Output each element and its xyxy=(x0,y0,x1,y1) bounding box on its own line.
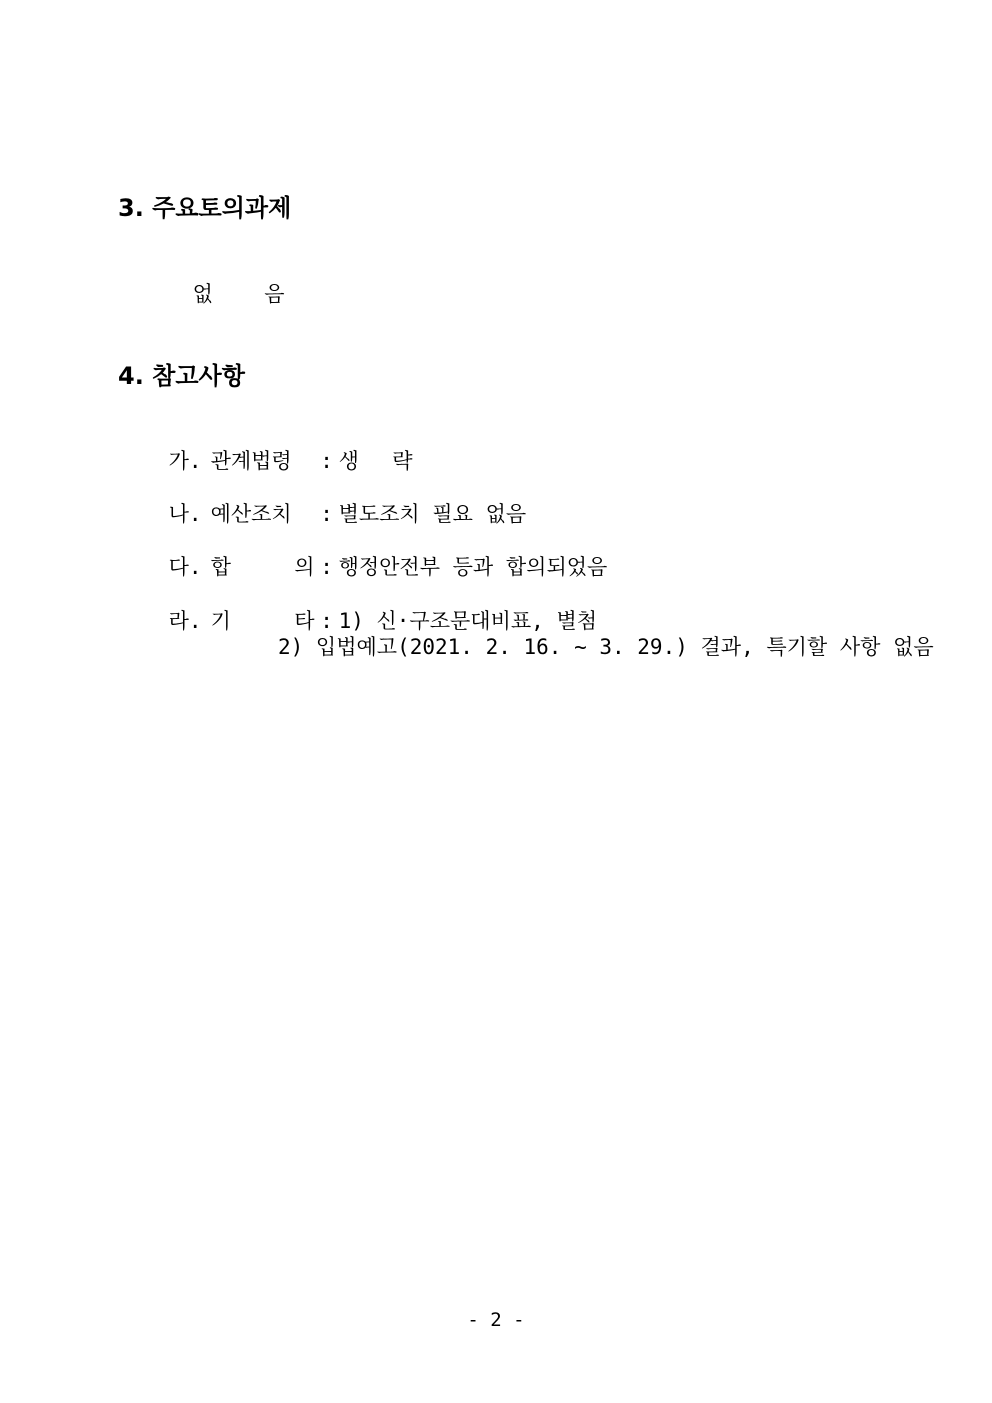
item-colon: : xyxy=(320,502,333,526)
section-3-content-char-2: 음 xyxy=(264,282,285,306)
item-value: 행정안전부 등과 합의되었음 xyxy=(338,555,608,579)
item-value: 별도조치 필요 없음 xyxy=(338,502,527,526)
item-colon: : xyxy=(320,609,333,633)
item-label-char-2: 의 xyxy=(294,555,315,579)
item-marker: 나. xyxy=(168,502,202,526)
section-3-content-char-1: 없 xyxy=(192,282,213,306)
item-label-char-1: 기 xyxy=(210,609,231,633)
item-value-char-1: 생 xyxy=(338,449,359,473)
section-4-heading: 4. 참고사항 xyxy=(118,362,245,390)
item-marker: 라. xyxy=(168,609,202,633)
section-3-heading: 3. 주요토의과제 xyxy=(118,194,292,222)
item-label xyxy=(211,607,315,635)
item-label: 관계법령 xyxy=(210,449,292,473)
item-colon: : xyxy=(320,555,333,579)
item-label-char-1: 합 xyxy=(210,555,231,579)
item-marker: 다. xyxy=(168,555,202,579)
reference-item-other-continuation: 2) 입법예고(2021. 2. 16. ~ 3. 29.) 결과, 특기할 사항 없음 xyxy=(278,635,934,659)
item-value-char-2: 략 xyxy=(392,449,413,473)
section-3-content xyxy=(142,252,285,336)
item-marker: 가. xyxy=(168,449,202,473)
item-label: 예산조치 xyxy=(210,502,292,526)
item-label xyxy=(211,553,315,581)
item-value: 1) 신·구조문대비표, 별첨 xyxy=(338,609,598,633)
page-number: - 2 - xyxy=(467,1309,525,1331)
item-label-char-2: 타 xyxy=(294,609,315,633)
item-value xyxy=(339,447,413,475)
item-colon: : xyxy=(320,449,333,473)
